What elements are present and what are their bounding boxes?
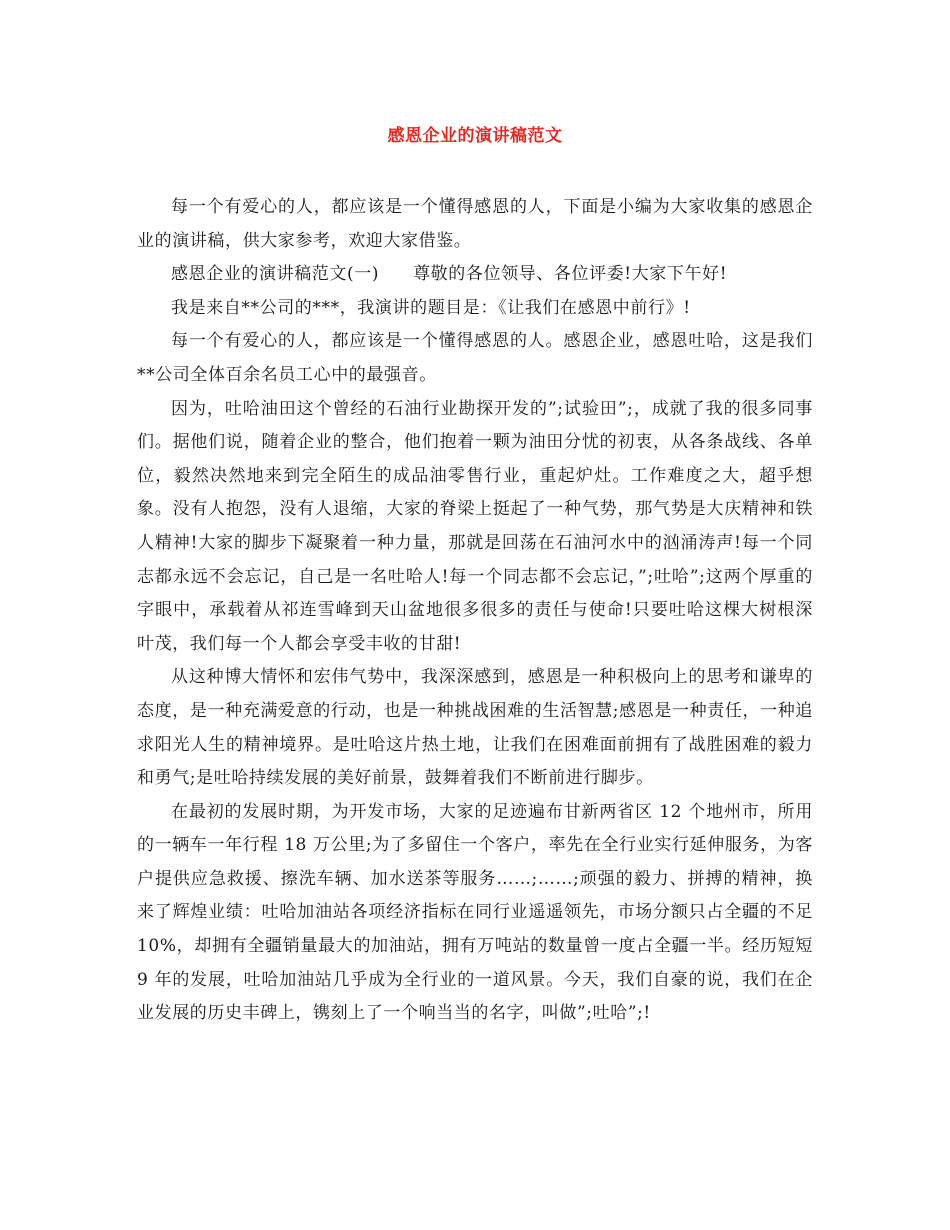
reflection-paragraph: 从这种博大情怀和宏伟气势中，我深深感到，感恩是一种积极向上的思考和谦卑的态度，是一种充满爱意的行动，也是一种挑战困难的生活智慧;感恩是一种责任，一种追求阳光人生的精神境界。是吐哈这片热土地，让我们在困难面前拥有了战胜困难的毅力和勇气;是吐哈持续发展的美好前景，鼓舞着我们不断前进行脚步。 — [137, 667, 813, 789]
document-body — [137, 191, 813, 1031]
oilfield-history-paragraph: 因为，吐哈油田这个曾经的石油行业勘探开发的”;试验田”;，成就了我的很多同事们。据他们说，随着企业的整合，他们抱着一颗为油田分忧的初衷，从各条战线、各单位，毅然决然地来到完全陌生的成品油零售行业，重起炉灶。工作难度之大，超乎想象。没有人抱怨，没有人退缩，大家的脊梁上挺起了一种气势，那气势是大庆精神和铁人精神!大家的脚步下凝聚着一种力量，那就是回荡在石油河水中的汹涌涛声!每一个同志都永远不会忘记，自己是一名吐哈人!每一个同志都不会忘记，”;吐哈”;这两个厚重的字眼中，承载着从祁连雪峰到天山盆地很多很多的责任与使命!只要吐哈这棵大树根深叶茂，我们每一个人都会享受丰收的甘甜! — [137, 398, 813, 654]
speaker-intro-paragraph: 我是来自**公司的***，我演讲的题目是：《让我们在感恩中前行》! — [171, 297, 691, 318]
development-paragraph: 在最初的发展时期，为开发市场，大家的足迹遍布甘新两省区 12 个地州市，所用的一辆车一年行程 18 万公里;为了多留住一个客户，率先在全行业实行延伸服务，为客户提供应急救援、擦洗车辆、加水送茶等服务……;……;顽强的毅力、拼搏的精神，换来了辉煌业绩：吐哈加油站各项经济指标在同行业遥遥领先，市场分额只占全疆的不足 10%，却拥有全疆销量最大的加油站，拥有万吨站的数量曾一度占全疆一半。经历短短 9 年的发展，吐哈加油站几乎成为全行业的一道风景。今天，我们自豪的说，我们在企业发展的历史丰碑上，镌刻上了一个响当当的名字，叫做”;吐哈”;! — [137, 801, 813, 1024]
section-heading: 感恩企业的演讲稿范文(一) — [171, 264, 380, 285]
gratitude-paragraph: 每一个有爱心的人，都应该是一个懂得感恩的人。感恩企业，感恩吐哈，这是我们**公司全体百余名员工心中的最强音。 — [137, 331, 813, 385]
document-title: 感恩企业的演讲稿范文 — [387, 126, 563, 146]
intro-paragraph: 每一个有爱心的人，都应该是一个懂得感恩的人，下面是小编为大家收集的感恩企业的演讲稿，供大家参考，欢迎大家借鉴。 — [137, 197, 813, 251]
section-heading-line — [137, 258, 813, 292]
greeting-text: 尊敬的各位领导、各位评委!大家下午好! — [413, 264, 728, 285]
